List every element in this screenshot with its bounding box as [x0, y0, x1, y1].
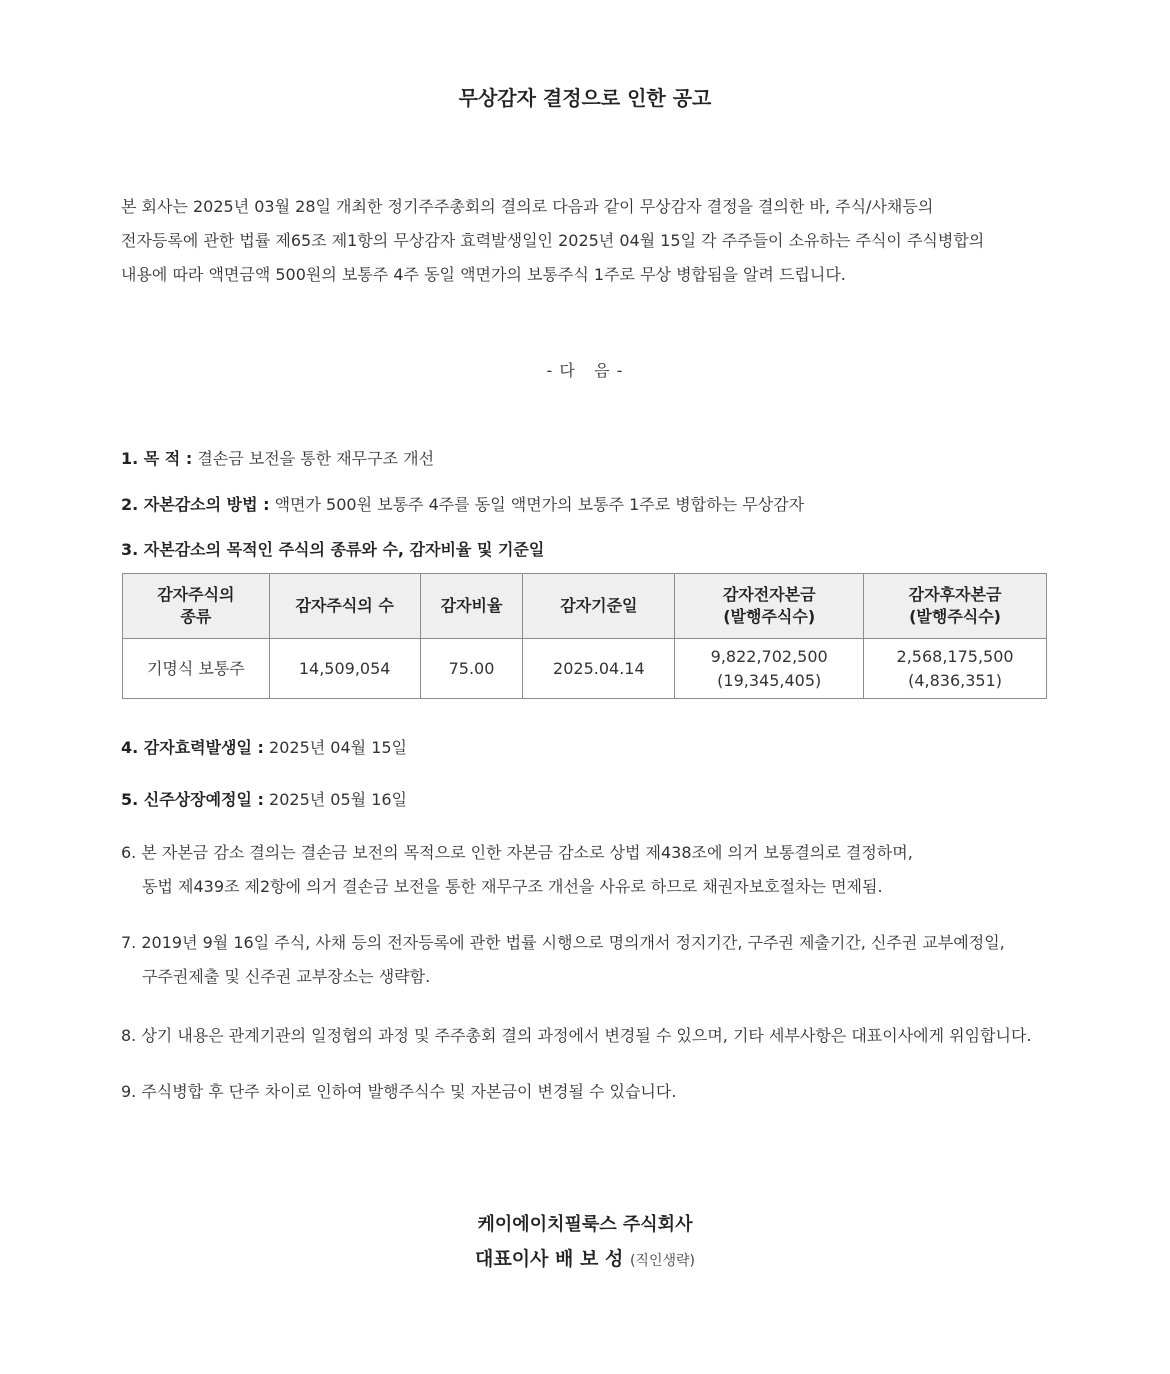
- table-header-cell: [420, 574, 523, 639]
- ceo-signature: [0, 1244, 1170, 1271]
- cell-line: 75.00: [448, 658, 495, 678]
- intro-line: 내용에 따라 액면금액 500원의 보통주 4주 동일 액면가의 보통주식 1주로 무상 병합됨을 알려 드립니다.: [121, 265, 846, 284]
- item-text: 2025년 04월 15일: [263, 738, 408, 757]
- item-fractional-share-note: 9. 주식병합 후 단주 차이로 인하여 발행주식수 및 자본금이 변경될 수 있습니다.: [121, 1082, 677, 1101]
- table-header-cell: [269, 574, 420, 639]
- ceo-name: 대표이사 배 보 성: [475, 1248, 624, 1270]
- table-cell: [123, 639, 270, 699]
- item-label: 4. 감자효력발생일 :: [121, 738, 264, 757]
- cell-line: 2025.04.14: [553, 658, 645, 678]
- cell-line: 기명식 보통주: [146, 658, 245, 678]
- item-label: 1. 목 적 :: [121, 449, 193, 468]
- table-header-cell: [123, 574, 270, 639]
- table-cell: [523, 639, 675, 699]
- table-header-cell: [864, 574, 1047, 639]
- item-label: 5. 신주상장예정일 :: [121, 790, 264, 809]
- header-line: (발행주식수): [909, 607, 1001, 626]
- section-divider-label: - 다 음 -: [546, 361, 624, 380]
- cell-line: 2,568,175,500: [896, 646, 1014, 666]
- table-header-row: [123, 574, 1047, 639]
- item-label: 2. 자본감소의 방법 :: [121, 495, 270, 514]
- item-electronic-registration-note: [121, 926, 1005, 994]
- seal-note: (직인생략): [629, 1253, 695, 1269]
- item-listing-date: [121, 787, 407, 810]
- item-effective-date: [121, 735, 407, 758]
- capital-reduction-table: [122, 573, 1047, 699]
- cell-line: 9,822,702,500: [710, 646, 828, 666]
- page-title: 무상감자 결정으로 인한 공고: [458, 86, 712, 110]
- cell-line: 14,509,054: [298, 658, 391, 678]
- header-line: 감자후자본금: [908, 585, 1002, 604]
- item-line: 동법 제439조 제2항에 의거 결손금 보전을 통한 재무구조 개선을 사유로 하므로 채권자보호절차는 면제됨.: [142, 877, 883, 896]
- intro-line: 본 회사는 2025년 03월 28일 개최한 정기주주총회의 결의로 다음과 같이 무상감자 결정을 결의한 바, 주식/사채등의: [121, 197, 934, 216]
- cell-line: (4,836,351): [908, 670, 1003, 690]
- item-label: 3. 자본감소의 목적인 주식의 종류와 수, 감자비율 및 기준일: [121, 540, 545, 559]
- table-cell: [269, 639, 420, 699]
- item-shares-heading: [121, 537, 544, 560]
- item-text: 결손금 보전을 통한 재무구조 개선: [192, 449, 435, 468]
- header-line: 감자기준일: [560, 596, 638, 615]
- item-line: 6. 본 자본금 감소 결의는 결손금 보전의 목적으로 인한 자본금 감소로 상법 제438조에 의거 보통결의로 결정하며,: [121, 843, 913, 862]
- company-name: 케이에이치필룩스 주식회사: [477, 1214, 693, 1235]
- table-cell: [864, 639, 1047, 699]
- item-text: 액면가 500원 보통주 4주를 동일 액면가의 보통주 1주로 병합하는 무상감자: [269, 495, 805, 514]
- header-line: 감자주식의: [157, 585, 235, 604]
- table-cell: [420, 639, 523, 699]
- table-header-cell: [523, 574, 675, 639]
- item-resolution-note: [121, 836, 913, 904]
- item-text: 2025년 05월 16일: [263, 790, 408, 809]
- intro-paragraph: [121, 190, 1081, 292]
- item-line: 7. 2019년 9월 16일 주식, 사채 등의 전자등록에 관한 법률 시행으로 명의개서 정지기간, 구주권 제출기간, 신주권 교부예정일,: [121, 933, 1005, 952]
- intro-line: 전자등록에 관한 법률 제65조 제1항의 무상감자 효력발생일인 2025년 04월 15일 각 주주들이 소유하는 주식이 주식병합의: [121, 231, 985, 250]
- table-row: [123, 639, 1047, 699]
- table-header-cell: [675, 574, 864, 639]
- item-purpose: [121, 446, 434, 469]
- item-change-note: 8. 상기 내용은 관계기관의 일정협의 과정 및 주주총회 결의 과정에서 변경될 수 있으며, 기타 세부사항은 대표이사에게 위임합니다.: [121, 1026, 1032, 1045]
- item-line: 구주권제출 및 신주권 교부장소는 생략함.: [142, 967, 431, 986]
- header-line: 감자주식의 수: [295, 596, 394, 615]
- cell-line: (19,345,405): [717, 670, 822, 690]
- table-cell: [675, 639, 864, 699]
- header-line: (발행주식수): [723, 607, 816, 626]
- item-method: [121, 492, 804, 515]
- header-line: 종류: [180, 607, 212, 626]
- header-line: 감자전자본금: [722, 585, 816, 604]
- header-line: 감자비율: [440, 596, 503, 615]
